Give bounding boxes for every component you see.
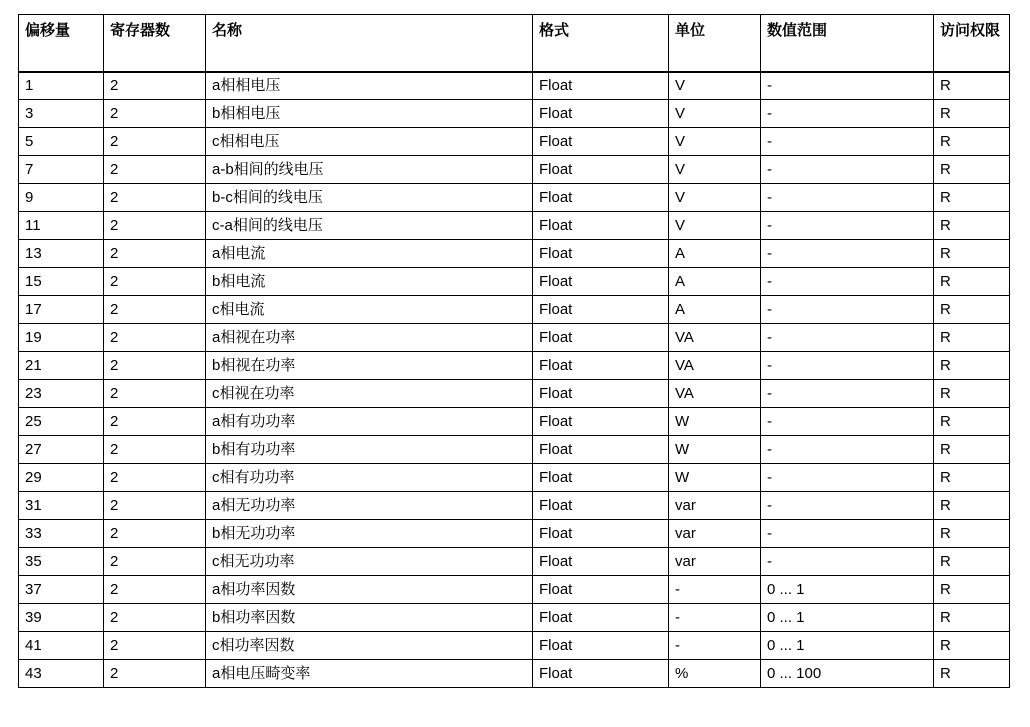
table-row [19, 464, 1010, 492]
table-row [19, 72, 1010, 100]
cell-offset: 7 [19, 156, 104, 184]
table-row [19, 296, 1010, 324]
cell-format: Float [533, 156, 669, 184]
cell-access: R [934, 604, 1010, 632]
cell-format: Float [533, 72, 669, 100]
cell-offset: 15 [19, 268, 104, 296]
header-register-count: 寄存器数 [104, 15, 206, 72]
table-row [19, 268, 1010, 296]
cell-format: Float [533, 576, 669, 604]
cell-value-range: - [761, 352, 934, 380]
cell-access: R [934, 128, 1010, 156]
cell-name: a相电流 [206, 240, 533, 268]
cell-name: a相无功功率 [206, 492, 533, 520]
cell-format: Float [533, 324, 669, 352]
cell-name: c相有功功率 [206, 464, 533, 492]
cell-unit: - [669, 632, 761, 660]
cell-offset: 21 [19, 352, 104, 380]
cell-value-range: - [761, 100, 934, 128]
table-row [19, 548, 1010, 576]
cell-offset: 1 [19, 72, 104, 100]
cell-register-count: 2 [104, 660, 206, 688]
cell-name: a相电压畸变率 [206, 660, 533, 688]
cell-register-count: 2 [104, 72, 206, 100]
cell-value-range: 0 ... 1 [761, 632, 934, 660]
cell-name: b相视在功率 [206, 352, 533, 380]
cell-value-range: - [761, 380, 934, 408]
cell-offset: 29 [19, 464, 104, 492]
cell-unit: var [669, 520, 761, 548]
cell-access: R [934, 240, 1010, 268]
cell-value-range: - [761, 548, 934, 576]
header-name: 名称 [206, 15, 533, 72]
cell-format: Float [533, 408, 669, 436]
table-row [19, 408, 1010, 436]
cell-value-range: - [761, 408, 934, 436]
cell-unit: var [669, 548, 761, 576]
header-format: 格式 [533, 15, 669, 72]
cell-access: R [934, 268, 1010, 296]
cell-offset: 35 [19, 548, 104, 576]
cell-offset: 41 [19, 632, 104, 660]
cell-offset: 33 [19, 520, 104, 548]
cell-access: R [934, 492, 1010, 520]
table-row [19, 352, 1010, 380]
cell-access: R [934, 380, 1010, 408]
cell-access: R [934, 352, 1010, 380]
cell-format: Float [533, 660, 669, 688]
cell-value-range: - [761, 212, 934, 240]
cell-access: R [934, 184, 1010, 212]
cell-value-range: - [761, 296, 934, 324]
cell-access: R [934, 72, 1010, 100]
cell-offset: 13 [19, 240, 104, 268]
table-row [19, 324, 1010, 352]
cell-format: Float [533, 548, 669, 576]
cell-name: b相电流 [206, 268, 533, 296]
table-row [19, 660, 1010, 688]
cell-unit: - [669, 604, 761, 632]
cell-name: c相功率因数 [206, 632, 533, 660]
cell-unit: A [669, 268, 761, 296]
cell-format: Float [533, 268, 669, 296]
cell-format: Float [533, 604, 669, 632]
cell-name: c相相电压 [206, 128, 533, 156]
cell-offset: 19 [19, 324, 104, 352]
cell-access: R [934, 464, 1010, 492]
cell-access: R [934, 100, 1010, 128]
cell-access: R [934, 520, 1010, 548]
cell-unit: W [669, 464, 761, 492]
cell-format: Float [533, 240, 669, 268]
cell-access: R [934, 212, 1010, 240]
cell-register-count: 2 [104, 128, 206, 156]
cell-unit: V [669, 156, 761, 184]
cell-value-range: - [761, 72, 934, 100]
cell-unit: V [669, 72, 761, 100]
cell-access: R [934, 576, 1010, 604]
cell-format: Float [533, 212, 669, 240]
cell-value-range: - [761, 156, 934, 184]
cell-unit: VA [669, 324, 761, 352]
cell-value-range: - [761, 520, 934, 548]
cell-access: R [934, 436, 1010, 464]
cell-value-range: - [761, 128, 934, 156]
register-table [18, 14, 1010, 688]
cell-offset: 27 [19, 436, 104, 464]
cell-name: a相相电压 [206, 72, 533, 100]
cell-offset: 23 [19, 380, 104, 408]
cell-name: a-b相间的线电压 [206, 156, 533, 184]
cell-offset: 9 [19, 184, 104, 212]
cell-value-range: 0 ... 1 [761, 576, 934, 604]
cell-unit: W [669, 408, 761, 436]
cell-format: Float [533, 100, 669, 128]
cell-register-count: 2 [104, 352, 206, 380]
cell-unit: V [669, 184, 761, 212]
cell-format: Float [533, 492, 669, 520]
cell-name: c相无功功率 [206, 548, 533, 576]
cell-value-range: - [761, 184, 934, 212]
table-row [19, 156, 1010, 184]
cell-offset: 37 [19, 576, 104, 604]
cell-value-range: - [761, 324, 934, 352]
cell-register-count: 2 [104, 464, 206, 492]
cell-register-count: 2 [104, 212, 206, 240]
cell-name: b-c相间的线电压 [206, 184, 533, 212]
cell-name: a相功率因数 [206, 576, 533, 604]
cell-offset: 39 [19, 604, 104, 632]
cell-name: b相无功功率 [206, 520, 533, 548]
cell-unit: V [669, 100, 761, 128]
cell-value-range: - [761, 492, 934, 520]
cell-access: R [934, 324, 1010, 352]
cell-value-range: - [761, 240, 934, 268]
cell-offset: 11 [19, 212, 104, 240]
cell-format: Float [533, 632, 669, 660]
cell-register-count: 2 [104, 156, 206, 184]
cell-name: b相相电压 [206, 100, 533, 128]
cell-register-count: 2 [104, 604, 206, 632]
cell-access: R [934, 548, 1010, 576]
cell-register-count: 2 [104, 380, 206, 408]
table-row [19, 240, 1010, 268]
cell-access: R [934, 156, 1010, 184]
cell-register-count: 2 [104, 632, 206, 660]
cell-format: Float [533, 380, 669, 408]
cell-register-count: 2 [104, 240, 206, 268]
cell-register-count: 2 [104, 576, 206, 604]
cell-unit: A [669, 240, 761, 268]
cell-register-count: 2 [104, 436, 206, 464]
cell-name: c相视在功率 [206, 380, 533, 408]
cell-register-count: 2 [104, 548, 206, 576]
table-row [19, 604, 1010, 632]
table-row [19, 520, 1010, 548]
cell-name: b相有功功率 [206, 436, 533, 464]
cell-unit: VA [669, 380, 761, 408]
header-unit: 单位 [669, 15, 761, 72]
cell-format: Float [533, 352, 669, 380]
cell-name: b相功率因数 [206, 604, 533, 632]
cell-value-range: 0 ... 1 [761, 604, 934, 632]
table-row [19, 128, 1010, 156]
cell-register-count: 2 [104, 268, 206, 296]
cell-unit: A [669, 296, 761, 324]
cell-name: c-a相间的线电压 [206, 212, 533, 240]
cell-format: Float [533, 184, 669, 212]
table-row [19, 436, 1010, 464]
cell-offset: 25 [19, 408, 104, 436]
cell-unit: VA [669, 352, 761, 380]
cell-name: a相有功功率 [206, 408, 533, 436]
cell-offset: 5 [19, 128, 104, 156]
cell-unit: - [669, 576, 761, 604]
table-row [19, 576, 1010, 604]
header-offset: 偏移量 [19, 15, 104, 72]
cell-access: R [934, 632, 1010, 660]
cell-offset: 31 [19, 492, 104, 520]
cell-access: R [934, 296, 1010, 324]
cell-offset: 17 [19, 296, 104, 324]
table-body [19, 72, 1010, 688]
cell-register-count: 2 [104, 296, 206, 324]
table-row [19, 632, 1010, 660]
cell-register-count: 2 [104, 100, 206, 128]
cell-access: R [934, 660, 1010, 688]
table-row [19, 212, 1010, 240]
cell-offset: 43 [19, 660, 104, 688]
header-value-range: 数值范围 [761, 15, 934, 72]
cell-name: c相电流 [206, 296, 533, 324]
table-row [19, 380, 1010, 408]
cell-format: Float [533, 464, 669, 492]
cell-format: Float [533, 436, 669, 464]
cell-unit: W [669, 436, 761, 464]
cell-unit: % [669, 660, 761, 688]
cell-value-range: 0 ... 100 [761, 660, 934, 688]
cell-access: R [934, 408, 1010, 436]
cell-format: Float [533, 128, 669, 156]
cell-register-count: 2 [104, 184, 206, 212]
cell-unit: var [669, 492, 761, 520]
table-row [19, 492, 1010, 520]
cell-unit: V [669, 128, 761, 156]
cell-format: Float [533, 520, 669, 548]
cell-register-count: 2 [104, 520, 206, 548]
cell-value-range: - [761, 464, 934, 492]
header-access: 访问权限 [934, 15, 1010, 72]
table-header-row [19, 15, 1010, 72]
cell-name: a相视在功率 [206, 324, 533, 352]
cell-value-range: - [761, 436, 934, 464]
cell-register-count: 2 [104, 324, 206, 352]
cell-format: Float [533, 296, 669, 324]
cell-value-range: - [761, 268, 934, 296]
cell-register-count: 2 [104, 492, 206, 520]
cell-register-count: 2 [104, 408, 206, 436]
table-row [19, 184, 1010, 212]
table-row [19, 100, 1010, 128]
cell-offset: 3 [19, 100, 104, 128]
cell-unit: V [669, 212, 761, 240]
